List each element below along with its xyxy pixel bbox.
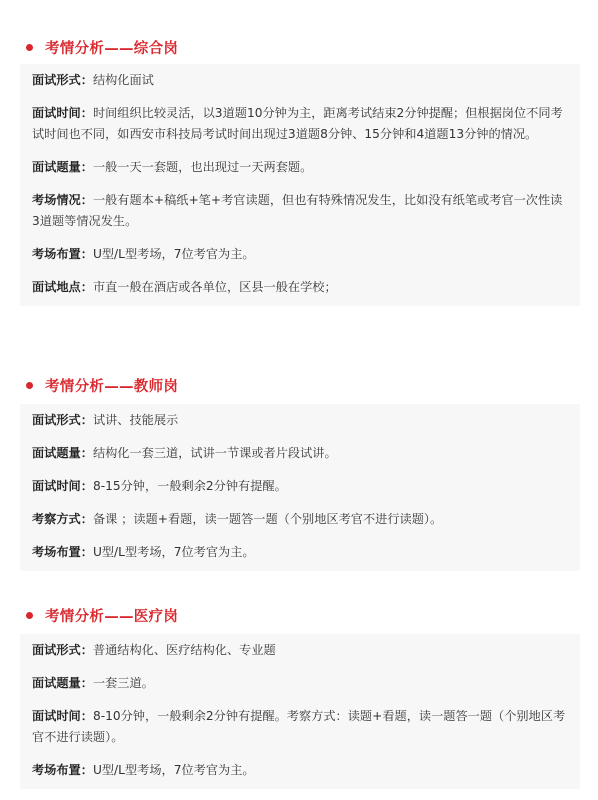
info-item xyxy=(32,673,568,694)
item-label: 面试题量： xyxy=(32,676,93,690)
item-value: 8-15分钟，一般剩余2分钟有提醒。 xyxy=(92,479,287,493)
item-value: 备课 ；读题+看题，读一题答一题（个别地区考官不进行读题）。 xyxy=(92,512,443,526)
info-item xyxy=(32,509,568,530)
item-label: 面试形式： xyxy=(32,73,93,87)
info-item xyxy=(32,410,568,431)
section-medical-post xyxy=(20,604,580,789)
item-value: 市直一般在酒店或各单位，区县一般在学校； xyxy=(92,280,337,294)
item-value: 一般有题本+稿纸+笔+考官读题，但也有特殊情况发生，比如没有纸笔或考官一次性读3道题等情况发生。 xyxy=(32,193,563,228)
item-label: 面试题量： xyxy=(32,446,93,460)
item-label: 面试题量： xyxy=(32,160,93,174)
item-value: 时间组织比较灵活，以3道题10分钟为主，距离考试结束2分钟提醒；但根据岗位不同考试时间也不同，如西安市科技局考试时间出现过3道题8分钟、15分钟和4道题13分钟的情况。 xyxy=(32,106,563,141)
item-label: 面试地点： xyxy=(32,280,93,294)
section-title: 考情分析——医疗岗 xyxy=(45,608,179,625)
info-item xyxy=(32,476,568,497)
item-value: 结构化面试 xyxy=(92,73,154,87)
item-value: U型/L型考场，7位考官为主。 xyxy=(92,545,255,559)
item-value: 8-10分钟，一般剩余2分钟有提醒。考察方式：读题+看题，读一题答一题（个别地区考官不进行读题）。 xyxy=(32,709,566,744)
item-label: 考察方式： xyxy=(32,512,93,526)
item-label: 面试时间： xyxy=(32,106,93,120)
item-label: 考场布置： xyxy=(32,763,93,777)
item-label: 考场情况： xyxy=(32,193,93,207)
red-dot-icon xyxy=(26,612,33,619)
section-content-box xyxy=(20,634,580,789)
info-item xyxy=(32,542,568,563)
item-label: 考场布置： xyxy=(32,247,93,261)
item-label: 面试形式： xyxy=(32,413,93,427)
item-value: 一般一天一套题，也出现过一天两套题。 xyxy=(92,160,313,174)
item-label: 面试时间： xyxy=(32,709,93,723)
item-value: 试讲、技能展示 xyxy=(92,413,179,427)
item-value: 普通结构化、医疗结构化、专业题 xyxy=(92,643,276,657)
item-value: 一套三道。 xyxy=(92,676,154,690)
info-item xyxy=(32,443,568,464)
info-item xyxy=(32,70,568,91)
section-header xyxy=(20,36,580,58)
section-teacher-post xyxy=(20,374,580,571)
item-value: 结构化一套三道，试讲一节课或者片段试讲。 xyxy=(92,446,337,460)
section-general-post xyxy=(20,36,580,306)
item-label: 考场布置： xyxy=(32,545,93,559)
info-item xyxy=(32,760,568,781)
info-item xyxy=(32,244,568,265)
item-label: 面试时间： xyxy=(32,479,93,493)
section-title: 考情分析——综合岗 xyxy=(45,40,179,57)
info-item xyxy=(32,190,568,232)
section-content-box xyxy=(20,404,580,571)
item-value: U型/L型考场，7位考官为主。 xyxy=(92,247,255,261)
info-item xyxy=(32,157,568,178)
section-header xyxy=(20,374,580,396)
info-item xyxy=(32,706,568,748)
info-item xyxy=(32,640,568,661)
red-dot-icon xyxy=(26,382,33,389)
section-content-box xyxy=(20,64,580,306)
item-label: 面试形式： xyxy=(32,643,93,657)
section-header xyxy=(20,604,580,626)
info-item xyxy=(32,103,568,145)
info-item xyxy=(32,277,568,298)
item-value: U型/L型考场，7位考官为主。 xyxy=(92,763,255,777)
section-title: 考情分析——教师岗 xyxy=(45,378,179,395)
red-dot-icon xyxy=(26,44,33,51)
